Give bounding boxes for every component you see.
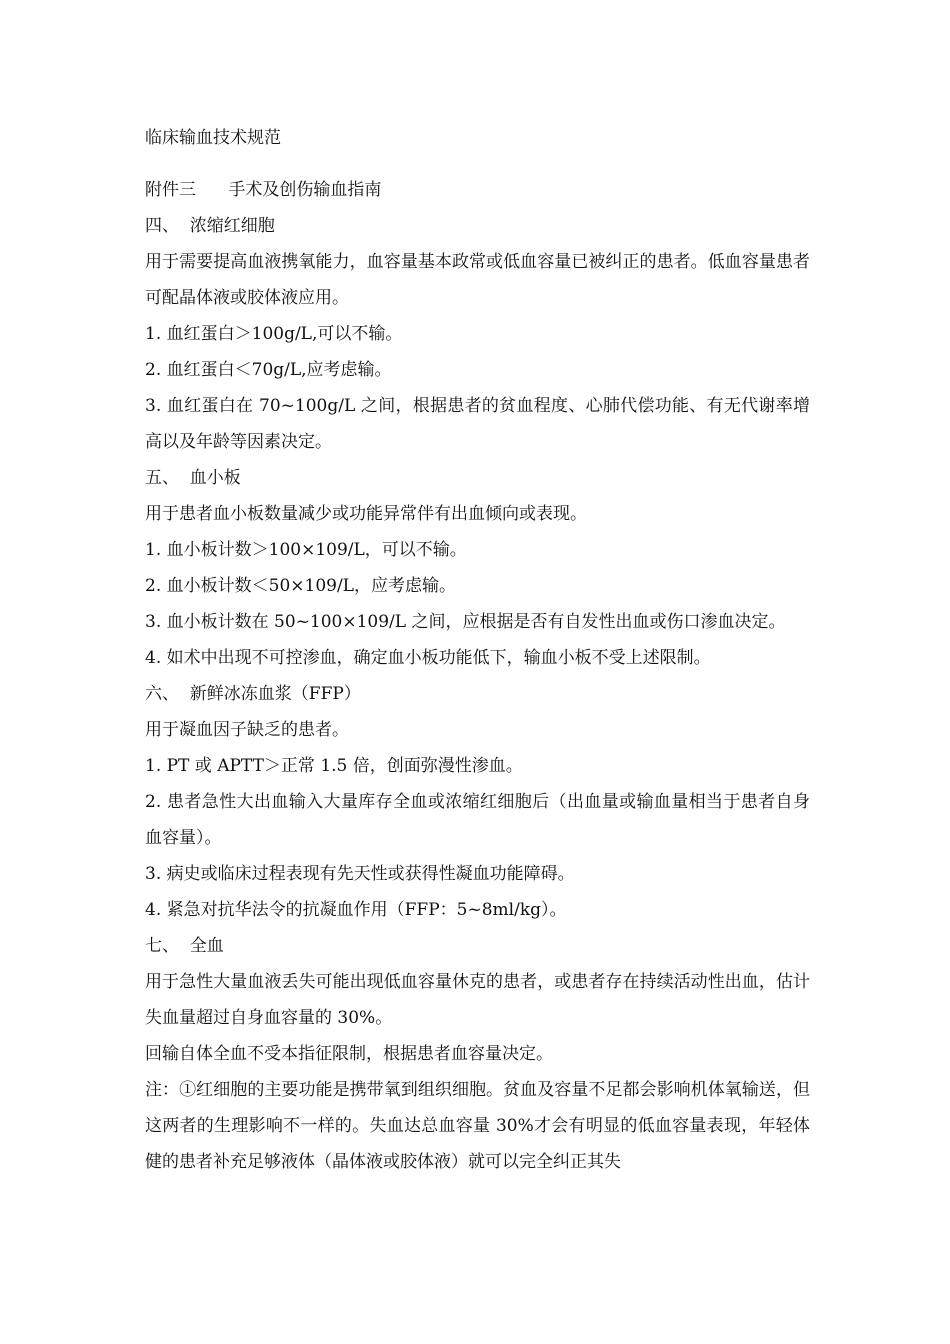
- section-intro-ffp: 用于凝血因子缺乏的患者。: [145, 720, 349, 740]
- note-paragraph: 注：①红细胞的主要功能是携带氧到组织细胞。贫血及容量不足都会影响机体氧输送，但这两者的生理影响不一样的。失血达总血容量 30%才会有明显的低血容量表现，年轻体健的患者补充足够液体（晶体液或胶体液）就可以完全纠正其失: [145, 1080, 810, 1172]
- document-title: 临床输血技术规范: [145, 128, 281, 148]
- section-intro-platelets: 用于患者血小板数量减少或功能异常伴有出血倾向或表现。: [145, 504, 587, 524]
- list-item: 2. 血红蛋白＜70g/L,应考虑输。: [145, 360, 392, 380]
- list-item: 1. 血红蛋白＞100g/L,可以不输。: [145, 324, 403, 344]
- list-item: 1. 血小板计数＞100×109/L，可以不输。: [145, 540, 467, 560]
- list-item: 2. 血小板计数＜50×109/L，应考虑输。: [145, 576, 456, 596]
- list-item: 3. 病史或临床过程表现有先天性或获得性凝血功能障碍。: [145, 864, 575, 884]
- section-heading-platelets: 五、 血小板: [145, 468, 241, 488]
- list-item: 4. 紧急对抗华法令的抗凝血作用（FFP：5~8ml/kg）。: [145, 900, 567, 920]
- annex-heading: 附件三 手术及创伤输血指南: [145, 180, 382, 200]
- list-item: 4. 如术中出现不可控渗血，确定血小板功能低下，输血小板不受上述限制。: [145, 648, 711, 668]
- list-item: 3. 血红蛋白在 70~100g/L 之间，根据患者的贫血程度、心肺代偿功能、有无代谢率增高以及年龄等因素决定。: [145, 396, 810, 452]
- document-body: [145, 120, 810, 1180]
- section-heading-whole-blood: 七、 全血: [145, 936, 224, 956]
- list-item: 2. 患者急性大出血输入大量库存全血或浓缩红细胞后（出血量或输血量相当于患者自身血容量）。: [145, 792, 810, 848]
- section-intro-red-cells: 用于需要提高血液携氧能力，血容量基本政常或低血容量已被纠正的患者。低血容量患者可配晶体液或胶体液应用。: [145, 252, 810, 308]
- section-heading-red-cells: 四、 浓缩红细胞: [145, 216, 275, 236]
- list-item: 1. PT 或 APTT＞正常 1.5 倍，创面弥漫性渗血。: [145, 756, 523, 776]
- section-intro-whole-blood: 用于急性大量血液丢失可能出现低血容量休克的患者，或患者存在持续活动性出血，估计失血量超过自身血容量的 30%。: [145, 972, 810, 1028]
- list-item: 3. 血小板计数在 50~100×109/L 之间，应根据是否有自发性出血或伤口渗血决定。: [145, 612, 786, 632]
- section-heading-ffp: 六、 新鲜冰冻血浆（FFP）: [145, 684, 361, 704]
- list-item: 回输自体全血不受本指征限制，根据患者血容量决定。: [145, 1044, 553, 1064]
